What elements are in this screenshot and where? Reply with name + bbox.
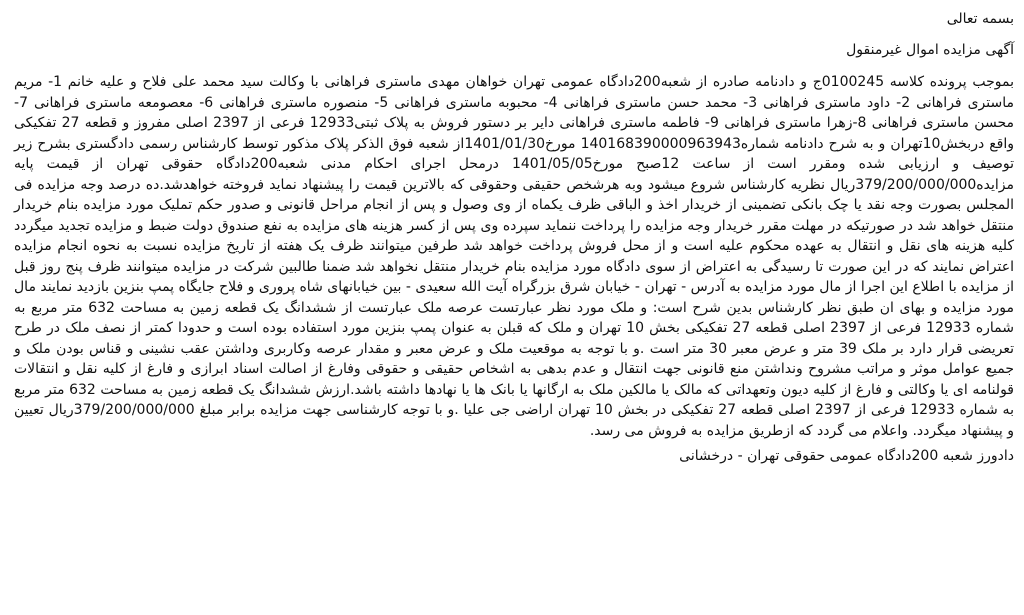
notice-body: بموجب پرونده کلاسه 0100245ج و دادنامه صادره از شعبه200دادگاه عمومی تهران خواهان مهدی ماستری فراهانی با وکالت سید محمد علی فلاح و علیه خانم 1- مریم ماستری فراهانی 2- داود ماستری فراهانی 3- محمد حسن ماستری فراهانی 4- محبوبه ماستری فراهانی 5- منصوره ماستری فراهانی 6- معصومعه ماستری فراهانی 7- محسن ماستری فراهانی 8-زهرا ماستری فراهانی 9- فاطمه ماستری فراهانی دایر بر دستور فروش به پلاک ثبتی12933 فرعی از 2397 اصلی مفروز و قطعه 27 تفکیکی واقع دربخش10تهران و به شرح دادنامه شماره140168390000963943 مورخ1401/01/30از شعبه فوق الذکر پلاک مذکور توسط کارشناس رسمی دادگستری بشرح زیر توصیف و ارزیابی شده ومقرر است از ساعت 12صبح مورخ1401/05/05 درمحل اجرای احکام مدنی شعبه200دادگاه حقوقی تهران از قیمت پایه مزایده379/200/000/000ریال نظریه کارشناس شروع میشود وبه هرشخص حقیقی وحقوقی که بالاترین قیمت را پیشنهاد نماید فروخته خواهدشد.ده درصد وجه مزایده فی المجلس بصورت وجه نقد یا چک بانکی تضمینی از خریدار اخذ و الباقی ظرف یکماه از وی وصول و پس از انجام مراحل قانونی و صدور حکم تملیک مورد مزایده بنام خریدار منتقل خواهد شد در صورتیکه در مهلت مقرر خریدار وجه مزایده را پرداخت ننماید سپرده وی پس از کسر هزینه های مزایده به نفع صندوق دولت ضبط و مزایده تجدید میگردد کلیه هزینه های نقل و انتقال به عهده محکوم علیه است و از محل فروش پرداخت خواهد شد طرفین میتوانند ظرف یک هفته از تاریخ مزایده نسبت به نحوه انجام مزایده اعتراض نمایند که در این صورت تا رسیدگی به اعتراض از سوی دادگاه مورد مزایده بنام خریدار منتقل نخواهد شد ضمنا طالبین شرکت در مزایده میتوانند ظرف پنج روز قبل از مزایده با اطلاع این اجرا از مال مورد مزایده به آدرس - تهران - خیابان شرق بزرگراه آیت الله سعیدی - بین خیابانهای شاه پروری و فلاح جایگاه پمپ بنزین بازدید نمایند مال مورد مزایده و بهای ان طبق نظر کارشناس بدین شرح است: و ملک مورد نظر عبارتست عرصه ملک عبارتست از ششدانگ یک قطعه زمین به مساحت 632 متر مربع به شماره 12933 فرعی از 2397 اصلی قطعه 27 تفکیکی بخش 10 تهران و ملک که قبلن به عنوان پمپ بنزین مورد استفاده بوده است و حدودا کمتر از نصف ملک در طرح تعریضی قرار دارد بر ملک 39 متر و عرض معبر 30 متر است .و با توجه به موقعیت ملک و عرض معبر و مقدار عرصه وکاربری وداشتن عقب نشینی و قناس بودن ملک و جمیع عوامل موثر و مراتب مشروح ونداشتن منع قانونی جهت انتقال و عدم بدهی به اشخاص حقیقی و حقوقی وفارغ از اصالت اسناد ابرازی و فارغ از کلیه نقل و انتقالات قولنامه ای یا وکالتی و فارغ از کلیه دیون وتعهداتی که مالک یا مالکین ملک به ارگانها یا بانک ها یا نهادها داشته باشد.ارزش ششدانگ یک قطعه زمین به مساحت 632 متر مربع به شماره 12933 فرعی از 2397 اصلی قطعه 27 تفکیکی در بخش 10 تهران اراضی جی علیا .و با توجه کارشناسی جهت مزایده برابر مبلغ 379/200/000/000ریال تعیین و پیشنهاد میگردد. واعلام می گردد که ازطریق مزایده به فروش می رسد. — [14, 74, 1015, 439]
invocation-heading: بسمه تعالی — [946, 11, 1014, 27]
notice-title: آگهی مزایده اموال غیرمنقول — [846, 42, 1014, 58]
signature-line: دادورز شعبه 200دادگاه عمومی حقوقی تهران - درخشانی — [679, 448, 1014, 464]
